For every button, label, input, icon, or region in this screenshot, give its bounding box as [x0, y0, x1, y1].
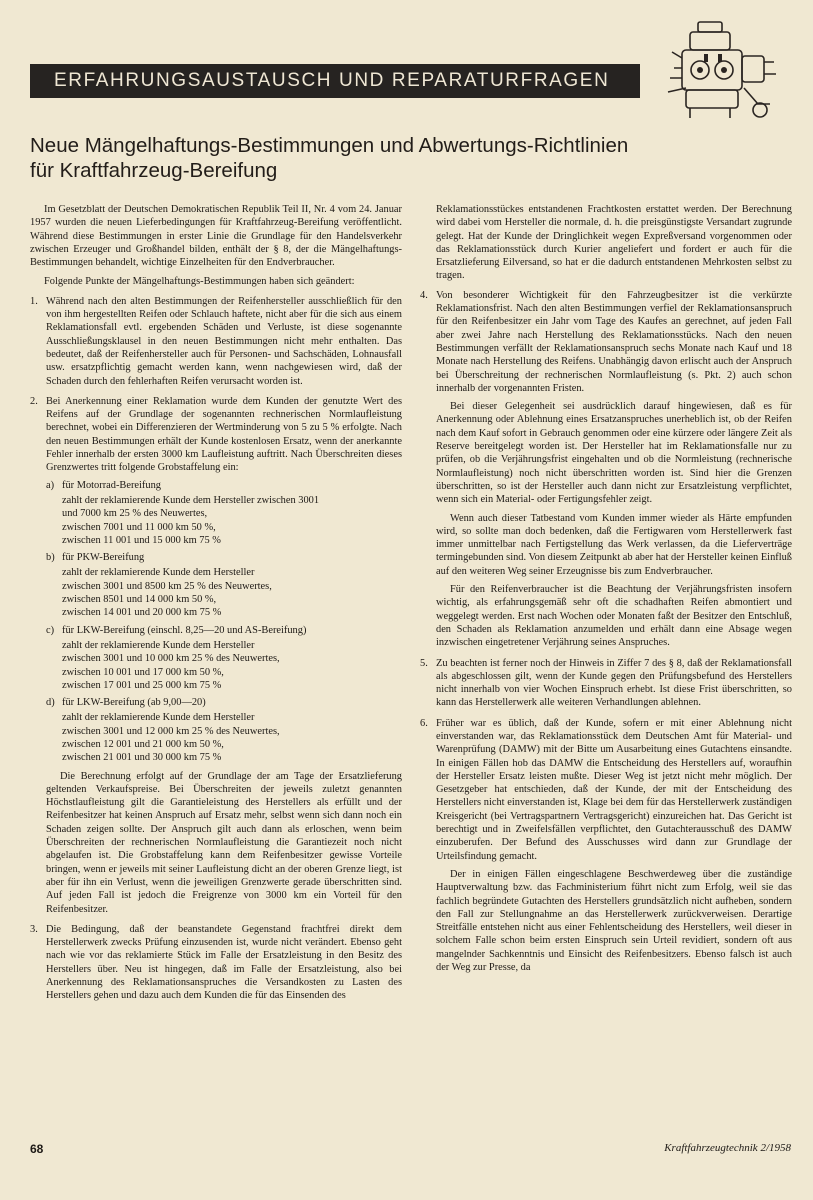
right-column — [420, 203, 792, 981]
points-list — [30, 295, 402, 1003]
point-2-continuation: Die Berechnung erfolgt auf der Grundlage der am Tage der Ersatzlieferung geltenden Verkaufspreise. Bei Überschreiten der jeweils zuletzt genannten Höchstlaufleistung gilt die Garantieleistung des Herstellers als erfüllt und der Reifenbesitzer hat keinen Anspruch auf Ersatz mehr, selbst wenn sich dann noch ein Schaden zeigen sollte. Der Anspruch gilt auch dann als erloschen, wenn beim Überschreiten der rechnerischen Normlaufleistung die Garantiezeit noch nicht abgelaufen ist. Die Grobstaffelung kann dem Reifenbesitzer gewisse Vorteile bringen, wenn er jeweils mit seiner Laufleistung dicht an der oberen Grenze liegt, ist aber für ihn ein Verlust, wenn die jeweiligen Grenzwerte gerade überschritten sind. Auf jeden Fall ist jedoch die Freigrenze von 3000 km ein Vorteil für den Reifenbesitzer. — [46, 770, 402, 915]
title-line-2: für Kraftfahrzeug-Bereifung — [30, 159, 278, 182]
sub-a-body: zahlt der reklamierende Kunde dem Hersteller zwischen 3001 und 7000 km 25 % des Neuwertes, zwischen 7001 und 11 000 km 50 %, zwischen 11 001 und 15 000 km 75 % — [62, 494, 320, 546]
article-title — [30, 133, 710, 183]
engine-illustration — [660, 18, 782, 130]
sub-b-body: zahlt der reklamierende Kunde dem Hersteller zwischen 3001 und 8500 km 25 % des Neuwertes, zwischen 8501 und 14 000 km 50 %, zwischen 14 001 und 20 000 km 75 % — [62, 567, 272, 619]
sub-b-head: b) für PKW-Bereifung — [46, 552, 145, 564]
point-3-text: Die Bedingung, daß der beanstandete Gegenstand frachtfrei direkt dem Herstellerwerk zwecks Prüfung einzusenden ist, wurde nicht verändert. Ebenso geht nach wie vor das reklamierte Stück im Falle der Ersatzleistung in den Besitz des Herstellers über. Neu ist hingegen, daß im Falle der Ersatzleistung, also bei Anerkennung des Reklamationsanspruches die Versandkosten zu Lasten des Herstellers gehen und dazu auch dem Kunden die für das Einsenden des — [46, 923, 402, 1002]
sub-a-head: a) für Motorrad-Bereifung — [46, 479, 161, 491]
point-6-paragraph-2: Der in einigen Fällen eingeschlagene Beschwerdeweg über die zuständige Hauptverwaltung bzw. das Fachministerium führt nicht zum Erfolg, weil sie das fachlich begründete Gutachten des Herstellers grundsätzlich nicht aufheben, sondern den Fall zur Stellungnahme an das Herstellerwerk zurückverweisen. Derartige Streitfälle entstehen nicht aus einer Fehlentscheidung des Herstellers, weil dieser in solchem Falle schon beim ersten Einspruch sein Urteil revidiert, sondern oft aus mangelnder Sachkenntnis und Einsicht des Reifenbesitzers. Ebenso falsch ist auch der Weg zur Presse, da — [436, 868, 792, 974]
point-6: 6. Früher war es üblich, daß der Kunde, sofern er mit einer Ablehnung nicht einverstanden war, das Reklamationsstück dem Deutschen Amt für Material- und Warenprüfung (DAMW) mit der Bitte um Ausarbeitung eines Gutachtens einsandte. In einigen Fällen hob das DAMW die Entscheidung des Herstellers auf, woraufhin der Hersteller Ersatz leisten mußte. Dieser Weg ist jetzt nicht mehr möglich. Der Gesetzgeber hat entschieden, daß der Kunde, der mit der Entscheidung des Herstellers nicht einverstanden ist, Klage bei dem für das Herstellerwerk zuständigen Kreisgericht (bei Vertragspartnern Vertragsgericht) einzureichen hat. Das Gericht ist berechtigt und in Zweifelsfällen verpflichtet, den Gutachterausschuß des DAMW einzuberufen. Der Befund des Ausschusses wird dann zur Grundlage der Urteilsfindung gemacht. Der in einigen Fällen eingeschlagene Beschwerdeweg über die zuständige Hauptverwaltung bzw. das Fachministerium führt nicht zum Erfolg, weil sie das fachlich begründete Gutachten des Herstellers grundsätzlich nicht aufheben, sondern den Fall zur Stellungnahme an das Herstellerwerk zurückverweisen. Derartige Streitfälle entstehen nicht aus einer Fehlentscheidung des Herstellers, weil dieser in solchem Falle schon beim ersten Einspruch sein Urteil revidiert, sondern oft aus mangelnder Sachkenntnis und Einsicht des Reifenbesitzers. Ebenso falsch ist auch der Weg zur Presse, da — [420, 717, 792, 974]
page-number: 68 — [30, 1142, 44, 1156]
point-5-text: Zu beachten ist ferner noch der Hinweis in Ziffer 7 des § 8, daß der Reklamationsfall als abgeschlossen gilt, wenn der Kunde gegen den Prüfungsbefund des Herstellers nicht innerhalb von vier Wochen Einspruch erhebt. Ist diese Frist überschritten, so kann das Herstellerwerk alle weiteren Verhandlungen ablehnen. — [436, 657, 792, 709]
intro-paragraph: Im Gesetzblatt der Deutschen Demokratischen Republik Teil II, Nr. 4 vom 24. Januar 1957 wurden die neuen Lieferbedingungen für Kraftfahrzeug-Bereifung veröffentlicht. Während diese Bestimmungen in erster Linie die Grundlage für den Handelsverkehr zwischen Erzeuger und Großhandel bilden, enthält der § 8, der die Mängelhaftungs-Bestimmungen behandelt, wichtige Einzelheiten für den Endverbraucher. — [30, 204, 402, 269]
point-6-text: Früher war es üblich, daß der Kunde, sofern er mit einer Ablehnung nicht einverstanden war, das Reklamationsstück dem Deutschen Amt für Material- und Warenprüfung (DAMW) mit der Bitte um Ausarbeitung eines Gutachtens einsandte. In einigen Fällen hob das DAMW die Entscheidung des Herstellers auf, woraufhin der Hersteller Ersatz leisten mußte. Dieser Weg ist jetzt nicht mehr möglich. Der Gesetzgeber hat entschieden, daß der Kunde, der mit der Entscheidung des Herstellers nicht einverstanden ist, Klage bei dem für das Herstellerwerk zuständigen Kreisgericht (bei Vertragspartnern Vertragsgericht) einzureichen hat. Das Gericht ist berechtigt und in Zweifelsfällen verpflichtet, den Gutachterausschuß des DAMW einzuberufen. Der Befund des Ausschusses wird dann zur Grundlage der Urteilsfindung gemacht. — [436, 717, 792, 862]
section-banner: ERFAHRUNGSAUSTAUSCH UND REPARATURFRAGEN — [30, 64, 640, 98]
point-4-paragraph-3: Wenn auch dieser Tatbestand vom Kunden immer wieder als Härte empfunden wird, so sollte man doch bedenken, daß die Fertigwaren vom Herstellerwerk fast immer unmittelbar nach Fertigstellung das Werk verlassen, da die Lieferverträge termingebunden sind. Von diesem Zeitpunkt ab aber hat der Hersteller keinen Einfluß auf den weiteren Weg seiner Erzeugnisse bis zum Endverbraucher. — [436, 512, 792, 577]
sub-c-body: zahlt der reklamierende Kunde dem Hersteller zwischen 3001 und 10 000 km 25 % des Neuwertes, zwischen 10 001 und 17 000 km 50 %, zwischen 17 001 und 25 000 km 75 % — [62, 639, 280, 691]
point-4-text: Von besonderer Wichtigkeit für den Fahrzeugbesitzer ist die verkürzte Reklamationsfrist. Nach den alten Bestimmungen verfiel der Reklamationsanspruch für den Reifenbesitzer ein Jahr vom Tage des Kaufes an gerechnet, auf jeden Fall aber zwei Jahre nach Herstellung des Reklamationsstücks. Nach den neuen Bestimmungen verfällt der Reklamationsanspruch sechs Monate nach Kauf und 18 Monate nach Herstellung des Reifens. Unabhängig davon erlischt auch der Anspruch bei Überschreitung der rechnerischen Normlaufleistung (s. Pkt. 2) auch schon innerhalb der vorgenannten Fristen. — [436, 289, 792, 394]
point-4: 4. Von besonderer Wichtigkeit für den Fahrzeugbesitzer ist die verkürzte Reklamationsfrist. Nach den alten Bestimmungen verfiel der Reklamationsanspruch für den Reifenbesitzer ein Jahr vom Tage des Kaufes an gerechnet, auf jeden Fall aber zwei Jahre nach Herstellung des Reklamationsstücks. Nach den neuen Bestimmungen verfällt der Reklamationsanspruch sechs Monate nach Kauf und 18 Monate nach Herstellung des Reifens. Unabhängig davon erlischt auch der Anspruch bei Überschreitung der rechnerischen Normlaufleistung (s. Pkt. 2) auch schon innerhalb der vorgenannten Fristen. Bei dieser Gelegenheit sei ausdrücklich darauf hingewiesen, daß es für Anerkennung oder Ablehnung eines Ersatzanspruches unerheblich ist, ob der Reifen nach dem Kauf sofort in Gebrauch genommen oder eine kürzere oder längere Zeit als Reserve bereitgelegt worden ist. Der Hersteller hat im Reklamationsfalle nur zu prüfen, ob die Verjährungsfrist eingehalten und ob die Normleistung (rechnerische Normlaufleistung) noch nicht überschritten worden ist. Sind hier die Grenzen überschritten, so ist der Hersteller auch dann nicht zur Ersatzleistung verpflichtet, wenn sich ein Material- oder Fertigungsfehler zeigt. Wenn auch dieser Tatbestand vom Kunden immer wieder als Härte empfunden wird, so sollte man doch bedenken, daß die Fertigwaren vom Herstellerwerk fast immer unmittelbar nach Fertigstellung das Werk verlassen, da die Lieferverträge termingebunden sind. Von diesem Zeitpunkt ab aber hat der Hersteller keinen Einfluß auf den weiteren Weg seiner Erzeugnisse bis zum Endverbraucher. Für den Reifenverbraucher ist die Beachtung der Verjährungsfristen insofern wichtig, als erfahrungsgemäß sehr oft die schadhaften Reifen abmontiert und weggelegt werden. Erst nach Wochen oder Monaten faßt der Besitzer den Entschluß, den Schaden als Reklamation anzumelden und erhält dann eine Absage wegen inzwischen eingetretener Verjährung seines Anspruches. — [420, 289, 792, 649]
journal-reference: Kraftfahrzeugtechnik 2/1958 — [664, 1142, 791, 1154]
title-line-1: Neue Mängelhaftungs-Bestimmungen und Abwertungs-Richtlinien — [30, 134, 629, 157]
point-3-continuation: Reklamationsstückes entstandenen Frachtkosten erstattet werden. Der Berechnung wird dabei vom Hersteller die normale, d. h. die preisgünstigste Versandart zugrunde gelegt. Hat der Kunde der Dringlichkeit wegen Expreßversand vorgenommen oder das Reklamationsstück durch Kurier angeliefert und fordert er auch für die Ersatzlieferung Eilversand, so hat er die dadurch entstandenen Mehrkosten selbst zu tragen. — [436, 204, 792, 282]
point-2: 2. Bei Anerkennung einer Reklamation wurde dem Kunden der genutzte Wert des Reifens auf der Grundlage der sogenannten rechnerischen Normlaufleistung berechnet, wobei ein Differenzieren der Wertminderung von 5 zu 5 % erfolgte. Nach den neuen Bestimmungen erhält der Kunde kostenlosen Ersatz, wenn der anerkannte Fehler innerhalb der ersten 3000 km Laufleistung auftritt. Nach Überschreiten dieses Grenzwertes tritt folgende Grobstaffelung ein: a) für Motorrad-Bereifung zahlt der reklamierende Kunde dem Hersteller zwischen 3001 und 7000 km 25 % des Neuwertes, zwischen 7001 und 11 000 km 50 %, zwischen 11 001 und 15 000 km 75 % b) für PKW-Bereifung zahlt der reklamierende Kunde dem Hersteller zwischen 3001 und 8500 km 25 % des Neuwertes, zwischen 8501 und 14 000 km 50 %, zwischen 14 001 und 20 000 km 75 % c) für LKW-Bereifung (einschl. 8,25—20 und AS-Bereifung) zahlt der reklamierende Kunde dem Hersteller zwischen 3001 und 10 000 km 25 % des Neuwertes, zwischen 10 001 und 17 000 km 50 %, zwischen 17 001 und 25 000 km 75 % d) für LKW-Bereifung (ab 9,00—20) zahlt der reklamierende Kunde dem Hersteller zwischen 3001 und 12 000 km 25 % des Neuwertes, zwischen 12 001 und 21 000 km 50 %, zwischen 21 001 und 30 000 km 75 % Die Berechnung erfolgt auf der Grundlage der am Tage der Ersatzlieferung geltenden Verkaufspreise. Bei Überschreiten der jeweils zuletzt genannten Höchstlaufleistung gilt die Garantieleistung des Herstellers als erfüllt und der Reifenbesitzer hat keinen Anspruch auf Ersatz mehr, selbst wenn sich dann noch ein Schaden zeigen sollte. Der Anspruch gilt auch dann als erloschen, wenn beim Überschreiten der rechnerischen Normlaufleistung die Garantiezeit noch nicht abgelaufen ist. Die Grobstaffelung kann dem Reifenbesitzer gewisse Vorteile bringen, wenn er jeweils mit seiner Laufleistung dicht an der oberen Grenze liegt, ist aber für ihn ein Verlust, wenn die jeweiligen Grenzwerte gerade überschritten sind. Auf jeden Fall ist jedoch die Freigrenze von 3000 km ein Vorteil für den Reifenbesitzer. — [30, 395, 402, 915]
point-1: 1. Während nach den alten Bestimmungen der Reifenhersteller ausschließlich für den von ihm hergestellten Reifen oder Schlauch haftete, nicht aber für die sich aus einem Reklamationsfall evtl. ergebenden Schäden und Verluste, ist diese sogenannte Ausschließungsklausel in den neuen Bestimmungen nicht mehr enthalten. Das bedeutet, daß der Reifenhersteller auch für Personen- und Sachschäden, Lohnausfall usw. ersatzpflichtig gemacht werden kann, wenn nachgewiesen wird, daß der Schaden durch den fehlerhaften Reifen verursacht worden ist. — [30, 295, 402, 387]
point-1-text: Während nach den alten Bestimmungen der Reifenhersteller ausschließlich für den von ihm hergestellten Reifen oder Schlauch haftete, nicht aber für die sich aus einem Reklamationsfall evtl. ergebenden Schäden und Verluste, ist diese sogenannte Ausschließungsklausel in den neuen Bestimmungen nicht mehr enthalten. Das bedeutet, daß der Reifenhersteller auch für Personen- und Sachschäden, Lohnausfall usw. ersatzpflichtig gemacht werden kann, wenn nachgewiesen wird, daß der Schaden durch den fehlerhaften Reifen verursacht worden ist. — [46, 295, 402, 387]
sub-d-head: d) für LKW-Bereifung (ab 9,00—20) — [46, 697, 206, 709]
left-column — [30, 203, 402, 1010]
points-intro: Folgende Punkte der Mängelhaftungs-Bestimmungen haben sich geändert: — [44, 276, 355, 288]
point-3: 3. Die Bedingung, daß der beanstandete Gegenstand frachtfrei direkt dem Herstellerwerk zwecks Prüfung einzusenden ist, wurde nicht verändert. Ebenso geht nach wie vor das reklamierte Stück im Falle der Ersatzleistung in den Besitz des Herstellers über. Neu ist hingegen, daß im Falle der Ersatzleistung, also bei Anerkennung des Reklamationsanspruches die Versandkosten zu Lasten des Herstellers gehen und dazu auch dem Kunden die für das Einsenden des — [30, 923, 402, 1002]
point-2-text: Bei Anerkennung einer Reklamation wurde dem Kunden der genutzte Wert des Reifens auf der Grundlage der sogenannten rechnerischen Normlaufleistung berechnet, wobei ein Differenzieren der Wertminderung von 5 zu 5 % erfolgte. Nach den neuen Bestimmungen erhält der Kunde kostenlosen Ersatz, wenn der anerkannte Fehler innerhalb der ersten 3000 km Laufleistung auftritt. Nach Überschreiten dieses Grenzwertes tritt folgende Grobstaffelung ein: — [46, 395, 402, 474]
sub-c-head: c) für LKW-Bereifung (einschl. 8,25—20 und AS-Bereifung) — [46, 624, 307, 636]
points-list-continued — [420, 289, 792, 975]
point-4-paragraph-4: Für den Reifenverbraucher ist die Beachtung der Verjährungsfristen insofern wichtig, als erfahrungsgemäß sehr oft die schadhaften Reifen abmontiert und weggelegt werden. Erst nach Wochen oder Monaten faßt der Besitzer den Entschluß, den Schaden als Reklamation anzumelden und erhält dann eine Absage wegen inzwischen eingetretener Verjährung seines Anspruches. — [436, 584, 792, 649]
point-5: 5. Zu beachten ist ferner noch der Hinweis in Ziffer 7 des § 8, daß der Reklamationsfall als abgeschlossen gilt, wenn der Kunde gegen den Prüfungsbefund des Herstellers nicht innerhalb von vier Wochen Einspruch erhebt. Ist diese Frist überschritten, so kann das Herstellerwerk alle weiteren Verhandlungen ablehnen. — [420, 657, 792, 709]
sub-d-body: zahlt der reklamierende Kunde dem Hersteller zwischen 3001 und 12 000 km 25 % des Neuwertes, zwischen 12 001 und 21 000 km 50 %, zwischen 21 001 und 30 000 km 75 % — [62, 712, 280, 764]
point-4-paragraph-2: Bei dieser Gelegenheit sei ausdrücklich darauf hingewiesen, daß es für Anerkennung oder Ablehnung eines Ersatzanspruches unerheblich ist, ob der Reifen nach dem Kauf sofort in Gebrauch genommen oder eine kürzere oder längere Zeit als Reserve bereitgelegt worden ist. Der Hersteller hat im Reklamationsfalle nur zu prüfen, ob die Verjährungsfrist eingehalten und ob die Normleistung (rechnerische Normlaufleistung) noch nicht überschritten worden ist. Sind hier die Grenzen überschritten, so ist der Hersteller auch dann nicht zur Ersatzleistung verpflichtet, wenn sich ein Material- oder Fertigungsfehler zeigt. — [436, 401, 792, 506]
